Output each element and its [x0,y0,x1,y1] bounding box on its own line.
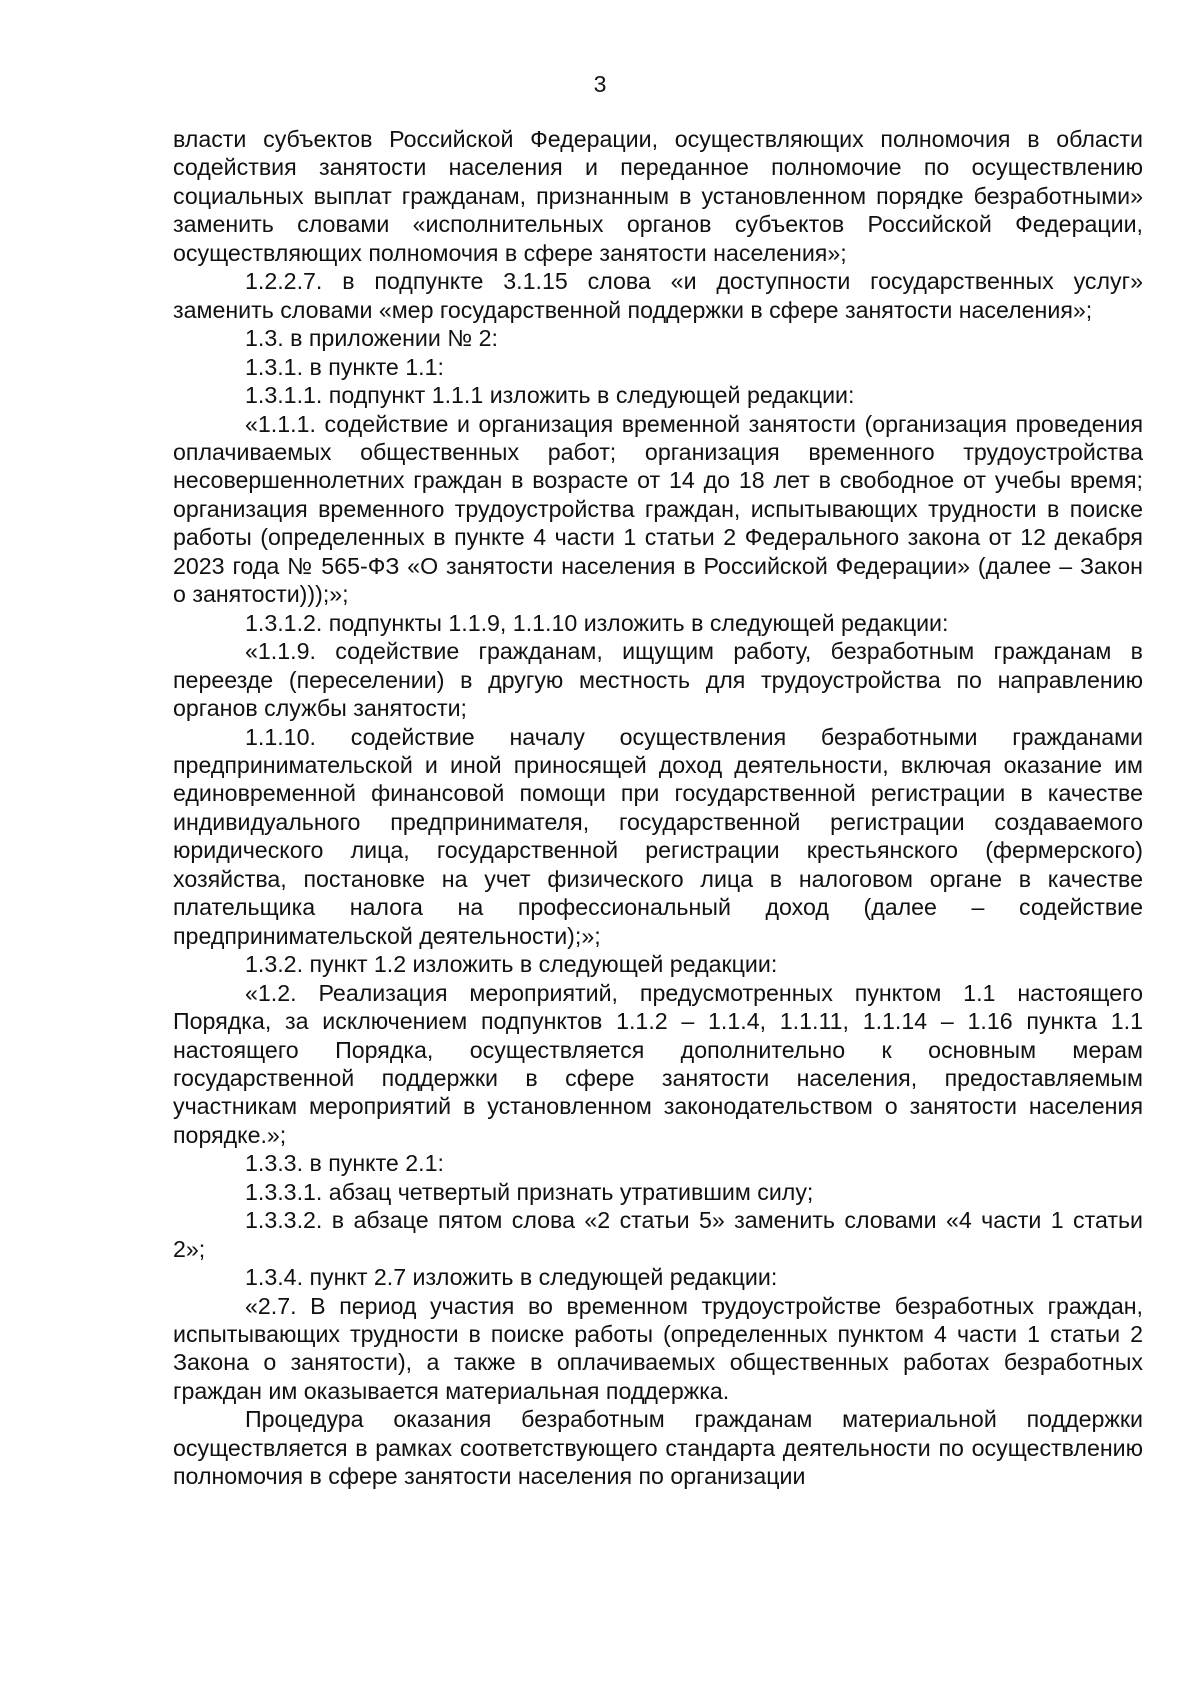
paragraph-13: 1.3.3.1. абзац четвертый признать утратившим силу; [245,1178,814,1205]
paragraph-6: «1.1.1. содействие и организация временной занятости (организация проведения оплачиваемых общественных работ; организация временного трудоустройства несовершеннолетних граждан в возрасте от 14 до 18 лет в свободное от учебы время; организация временного трудоустройства граждан, испытывающих трудности в поиске работы (определенных в пункте 4 части 1 статьи 2 Федерального закона от 12 декабря 2023 года № 565-ФЗ «О занятости населения в Российской Федерации» (далее – Закон о занятости)));»; [173,410,1143,608]
paragraph-4: 1.3.1. в пункте 1.1: [245,353,444,380]
paragraph-7: 1.3.1.2. подпункты 1.1.9, 1.1.10 изложить в следующей редакции: [245,609,949,636]
paragraph-17: Процедура оказания безработным гражданам материальной поддержки осуществляется в рамках соответствующего стандарта деятельности по осуществлению полномочия в сфере занятости населения по организации [173,1406,1143,1490]
paragraph-16: «2.7. В период участия во временном трудоустройстве безработных граждан, испытывающих трудности в поиске работы (определенных пунктом 4 части 1 статьи 2 Закона о занятости), а также в оплачиваемых общественных работах безработных граждан им оказывается материальная поддержка. [173,1292,1143,1404]
paragraph-15: 1.3.4. пункт 2.7 изложить в следующей редакции: [245,1264,778,1291]
paragraph-5: 1.3.1.1. подпункт 1.1.1 изложить в следующей редакции: [245,382,855,409]
paragraph-3: 1.3. в приложении № 2: [245,325,498,352]
paragraph-9: 1.1.10. содействие началу осуществления безработными гражданами предпринимательской и иной приносящей доход деятельности, включая оказание им единовременной финансовой помощи при государственной регистрации в качестве индивидуального предпринимателя, государственной регистрации создаваемого юридического лица, государственной регистрации крестьянского (фермерского) хозяйства, постановке на учет физического лица в налоговом органе в качестве плательщика налога на профессиональный доход (далее – содействие предпринимательской деятельности);»; [173,723,1143,949]
page-number: 3 [593,71,607,97]
paragraph-1: власти субъектов Российской Федерации, осуществляющих полномочия в области содействия занятости населения и переданное полномочие по осуществлению социальных выплат гражданам, признанным в установленном порядке безработными» заменить словами «исполнительных органов субъектов Российской Федерации, осуществляющих полномочия в сфере занятости населения»; [173,126,1143,266]
paragraph-11: «1.2. Реализация мероприятий, предусмотренных пунктом 1.1 настоящего Порядка, за исключением подпунктов 1.1.2 – 1.1.4, 1.1.11, 1.1.14 – 1.16 пункта 1.1 настоящего Порядка, осуществляется дополнительно к основным мерам государственной поддержки в сфере занятости населения, предоставляемым участникам мероприятий в установленном законодательством о занятости населения порядке.»; [173,979,1143,1148]
document-body [173,125,1143,1491]
paragraph-2: 1.2.2.7. в подпункте 3.1.15 слова «и доступности государственных услуг» заменить словами «мер государственной поддержки в сфере занятости населения»; [173,268,1143,323]
paragraph-8: «1.1.9. содействие гражданам, ищущим работу, безработным гражданам в переезде (переселении) в другую местность для трудоустройства по направлению органов службы занятости; [173,638,1143,722]
paragraph-12: 1.3.3. в пункте 2.1: [245,1150,444,1177]
paragraph-14: 1.3.3.2. в абзаце пятом слова «2 статьи 5» заменить словами «4 части 1 статьи 2»; [173,1207,1143,1262]
paragraph-10: 1.3.2. пункт 1.2 изложить в следующей редакции: [245,951,778,978]
